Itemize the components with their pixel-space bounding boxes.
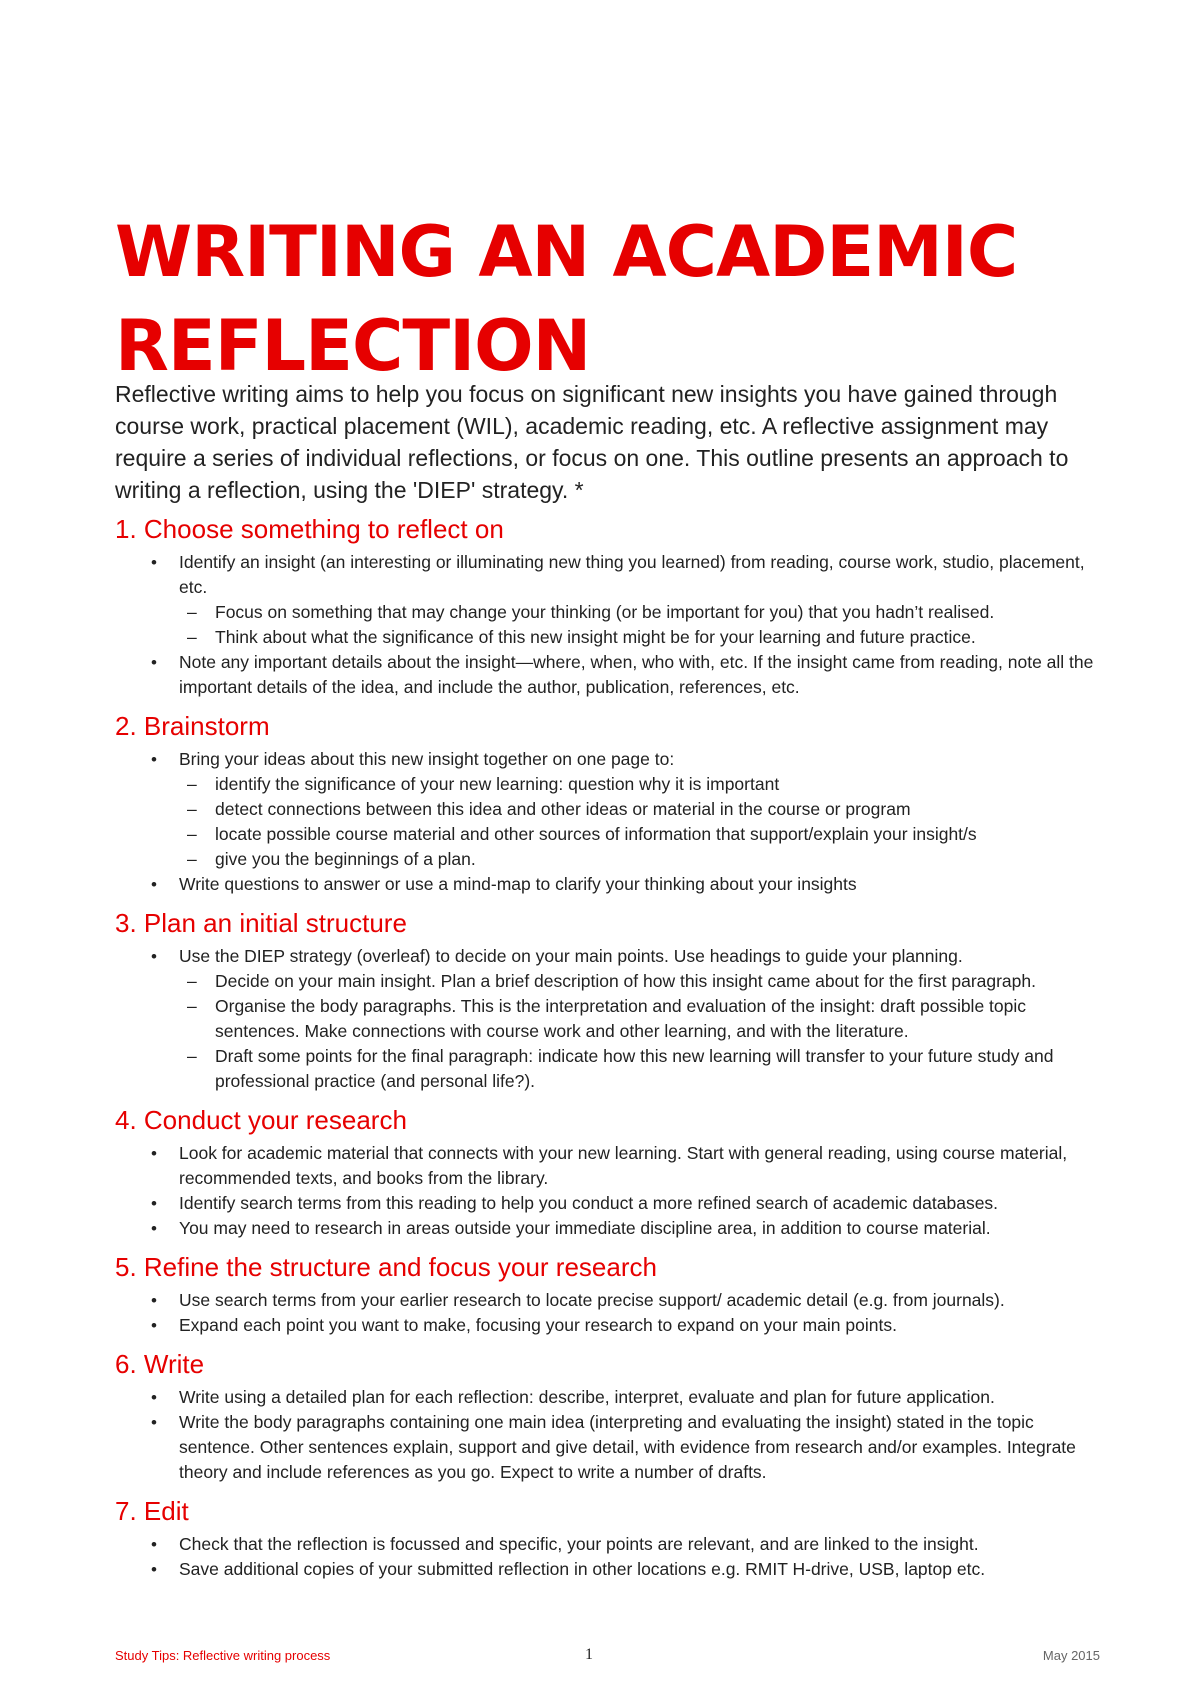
sub-item: – detect connections between this idea and other ideas or material in the course or program xyxy=(179,797,1105,822)
bullet-text: Bring your ideas about this new insight together on one page to: xyxy=(179,749,675,769)
sub-item: – Organise the body paragraphs. This is the interpretation and evaluation of the insight: draft possible topic sentences. Make connections with course work and other learning, and with the literature. xyxy=(179,994,1105,1044)
bullet-item xyxy=(115,1557,1105,1582)
sub-item: – give you the beginnings of a plan. xyxy=(179,847,1105,872)
bullet-item xyxy=(115,872,1105,897)
bullet-text: Write the body paragraphs containing one main idea (interpreting and evaluating the insight) stated in the topic sentence. Other sentences explain, support and give detail, with evidence from research and/or examples. Integrate theory and include references as you go. Expect to write a number of drafts. xyxy=(179,1412,1076,1482)
bullet-item xyxy=(115,1313,1105,1338)
section xyxy=(115,1103,1105,1241)
bullet-list xyxy=(115,1532,1105,1582)
sub-item: – locate possible course material and other sources of information that support/explain your insight/s xyxy=(179,822,1105,847)
section xyxy=(115,1494,1105,1582)
section-heading: 3. Plan an initial structure xyxy=(115,908,407,938)
section xyxy=(115,512,1105,700)
bullet-item xyxy=(115,1216,1105,1241)
sub-item: – identify the significance of your new learning: question why it is important xyxy=(179,772,1105,797)
bullet-list xyxy=(115,1288,1105,1338)
bullet-item xyxy=(115,1141,1105,1191)
bullet-item xyxy=(115,747,1105,872)
bullet-item xyxy=(115,1191,1105,1216)
section xyxy=(115,906,1105,1094)
bullet-text: Use the DIEP strategy (overleaf) to decide on your main points. Use headings to guide your planning. xyxy=(179,946,963,966)
bullet-text: You may need to research in areas outside your immediate discipline area, in addition to course material. xyxy=(179,1218,991,1238)
bullet-list xyxy=(115,550,1105,700)
sections-container xyxy=(115,512,1105,1591)
bullet-item xyxy=(115,1288,1105,1313)
bullet-item xyxy=(115,1410,1105,1485)
bullet-item xyxy=(115,550,1105,650)
sub-item: – Draft some points for the final paragraph: indicate how this new learning will transfer to your future study and professional practice (and personal life?). xyxy=(179,1044,1105,1094)
bullet-text: Use search terms from your earlier research to locate precise support/ academic detail (e.g. from journals). xyxy=(179,1290,1005,1310)
sub-list xyxy=(179,772,1105,872)
bullet-text: Identify search terms from this reading to help you conduct a more refined search of academic databases. xyxy=(179,1193,999,1213)
page-footer xyxy=(115,1648,1100,1668)
bullet-text: Look for academic material that connects with your new learning. Start with general reading, using course material, recommended texts, and books from the library. xyxy=(179,1143,1068,1188)
footer-page-number: 1 xyxy=(585,1646,593,1663)
bullet-text: Identify an insight (an interesting or illuminating new thing you learned) from reading, course work, studio, placement, etc. xyxy=(179,552,1085,597)
section-heading: 6. Write xyxy=(115,1349,205,1379)
section-heading: 2. Brainstorm xyxy=(115,711,270,741)
bullet-text: Write questions to answer or use a mind-map to clarify your thinking about your insights xyxy=(179,874,857,894)
bullet-list xyxy=(115,1385,1105,1485)
bullet-text: Expand each point you want to make, focusing your research to expand on your main points. xyxy=(179,1315,897,1335)
page-title: WRITING AN ACADEMIC REFLECTION xyxy=(115,211,1018,387)
section xyxy=(115,1347,1105,1485)
section-heading: 4. Conduct your research xyxy=(115,1105,407,1135)
footer-document-title: Study Tips: Reflective writing process xyxy=(115,1648,331,1663)
section-heading: 5. Refine the structure and focus your research xyxy=(115,1252,657,1282)
sub-item: – Decide on your main insight. Plan a brief description of how this insight came about for the first paragraph. xyxy=(179,969,1105,994)
bullet-item xyxy=(115,1385,1105,1410)
sub-item: – Focus on something that may change your thinking (or be important for you) that you hadn’t realised. xyxy=(179,600,1105,625)
sub-item: – Think about what the significance of this new insight might be for your learning and future practice. xyxy=(179,625,1105,650)
section xyxy=(115,709,1105,897)
sub-list xyxy=(179,969,1105,1094)
bullet-text: Write using a detailed plan for each reflection: describe, interpret, evaluate and plan for future application. xyxy=(179,1387,995,1407)
section xyxy=(115,1250,1105,1338)
intro-paragraph: Reflective writing aims to help you focus on significant new insights you have gained through course work, practical placement (WIL), academic reading, etc. A reflective assignment may require a series of individual reflections, or focus on one. This outline presents an approach to writing a reflection, using the 'DIEP' strategy. * xyxy=(115,381,1069,503)
bullet-text: Note any important details about the insight—where, when, who with, etc. If the insight came from reading, note all the important details of the idea, and include the author, publication, references, etc. xyxy=(179,652,1094,697)
footer-date: May 2015 xyxy=(1042,1648,1100,1663)
bullet-list xyxy=(115,944,1105,1094)
sub-list xyxy=(179,600,1105,650)
bullet-item xyxy=(115,1532,1105,1557)
section-heading: 1. Choose something to reflect on xyxy=(115,514,504,544)
bullet-text: Check that the reflection is focussed and specific, your points are relevant, and are linked to the insight. xyxy=(179,1534,979,1554)
bullet-text: Save additional copies of your submitted reflection in other locations e.g. RMIT H-drive, USB, laptop etc. xyxy=(179,1559,986,1579)
bullet-item xyxy=(115,650,1105,700)
bullet-item xyxy=(115,944,1105,1094)
section-heading: 7. Edit xyxy=(115,1496,189,1526)
bullet-list xyxy=(115,747,1105,897)
bullet-list xyxy=(115,1141,1105,1241)
